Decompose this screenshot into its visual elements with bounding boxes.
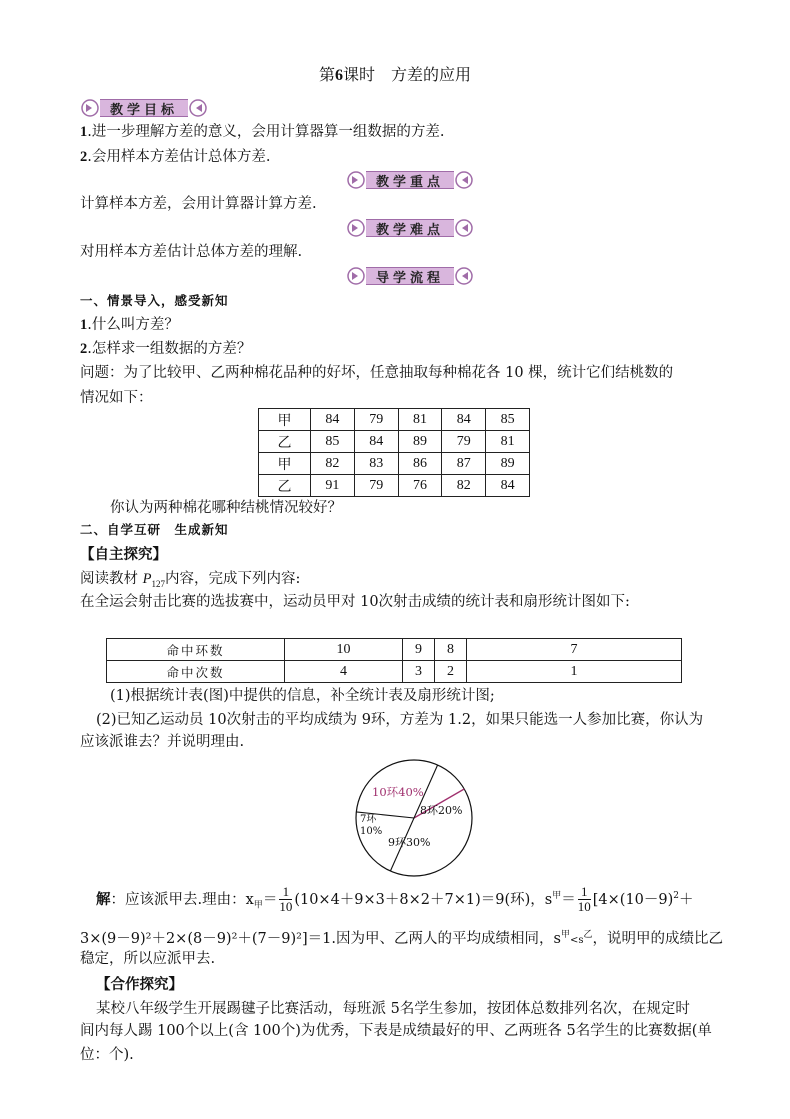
coop-line-2: 间内每人踢 100个以上(含 100个)为优秀，下表是成绩最好的甲、乙两班各 5名学生的比赛数据(单	[80, 1023, 712, 1039]
pie-label-10: 10环40%	[372, 785, 424, 799]
badge-learning-flow	[346, 266, 474, 286]
question-2: 2.怎样求一组数据的方差？	[80, 341, 252, 357]
page-title	[0, 62, 790, 85]
badge-label: 教学目标	[100, 99, 188, 117]
badge-label: 教学重点	[366, 171, 454, 189]
title-prefix: 第	[318, 65, 335, 84]
sub-question-1: (1)根据统计表(图)中提供的信息，补全统计表及扇形统计图;	[110, 688, 495, 704]
pie-label-7-line-1: 7环	[360, 814, 377, 825]
badge-key-points	[346, 170, 474, 190]
problem-line-2: 情况如下：	[80, 390, 153, 406]
goal-1: 1.进一步理解方差的意义，会用计算器算一组数据的方差.	[80, 124, 445, 140]
key-point-text: 计算样本方差，会用计算器计算方差.	[80, 196, 317, 212]
badge-label: 导学流程	[366, 267, 454, 285]
coop-line-3: 位：个).	[80, 1047, 134, 1063]
table-row: 乙 85 84 89 79 81	[259, 431, 530, 453]
arrow-left-icon	[454, 171, 474, 189]
fraction-one-tenth: $\frac{1}{10}$	[577, 884, 591, 915]
pie-label-8: 8环20%	[420, 804, 463, 817]
section-1-heading: 一、情景导入，感受新知	[80, 293, 229, 308]
table-row: 甲 84 79 81 84 85	[259, 409, 530, 431]
goal-2: 2.会用样本方差估计总体方差.	[80, 149, 271, 165]
title-suffix: 课时 方差的应用	[343, 65, 472, 84]
table-row: 乙 91 79 76 82 84	[259, 475, 530, 497]
sub-question-2-line-1: (2)已知乙运动员 10次射击的平均成绩为 9环，方差为 1.2，如果只能选一人参加比赛，你认为	[96, 712, 704, 728]
self-study-heading: 【自主探究】	[80, 546, 167, 563]
arrow-left-icon	[454, 267, 474, 285]
read-textbook-line: 阅读教材 $P_{127}$内容，完成下列内容:	[80, 571, 301, 589]
pie-label-9: 9环30%	[388, 836, 431, 849]
solution-line-2: 3×(9－9)²＋2×(8－9)²＋(7－9)²]＝1.因为甲、乙两人的平均成绩相同，$s^甲<s^乙$，说明甲的成绩比乙	[80, 930, 723, 947]
arrow-left-icon	[454, 219, 474, 237]
arrow-right-icon	[346, 219, 366, 237]
badge-teaching-goals	[80, 98, 208, 118]
coop-line-1: 某校八年级学生开展踢毽子比赛活动，每班派 5名学生参加，按团体总数排列名次，在规定时	[96, 1001, 690, 1017]
arrow-right-icon	[80, 99, 100, 117]
arrow-right-icon	[346, 171, 366, 189]
pie-chart	[352, 756, 476, 880]
solution-line-3: 稳定，所以应派甲去.	[80, 951, 216, 967]
shooting-intro: 在全运会射击比赛的选拔赛中，运动员甲对 10次射击成绩的统计表和扇形统计图如下:	[80, 594, 630, 610]
shooting-table	[106, 638, 682, 683]
table-row: 命中环数 10 9 8 7	[107, 639, 682, 661]
difficult-point-text: 对用样本方差估计总体方差的理解.	[80, 244, 303, 260]
table-row: 命中次数 4 3 2 1	[107, 661, 682, 683]
arrow-right-icon	[346, 267, 366, 285]
title-number: 6	[335, 67, 343, 84]
fraction-one-tenth: $\frac{1}{10}$	[279, 884, 293, 915]
problem-line-1: 问题：为了比较甲、乙两种棉花品种的好坏，任意抽取每种棉花各 10 棵，统计它们结桃数的	[80, 365, 674, 381]
badge-difficult-points	[346, 218, 474, 238]
solution-line-1: 解：应该派甲去.理由：$x_甲=$ $\frac{1}{10}$ (10×4＋9×3＋8×2＋7×1)＝9(环)，$s^甲=$ $\frac{1}{10}$ [$4\times(10-9)^2+$	[96, 884, 694, 915]
badge-label: 教学难点	[366, 219, 454, 237]
question-1: 1.什么叫方差？	[80, 317, 179, 333]
coop-heading: 【合作探究】	[96, 976, 183, 993]
table-row: 甲 82 83 86 87 89	[259, 453, 530, 475]
section-2-heading: 二、自学互研 生成新知	[80, 522, 229, 537]
cotton-question: 你认为两种棉花哪种结桃情况较好？	[110, 500, 342, 516]
arrow-left-icon	[188, 99, 208, 117]
sub-question-2-line-2: 应该派谁去？并说明理由.	[80, 734, 245, 750]
cotton-table	[258, 408, 530, 497]
pie-label-7-line-2: 10%	[360, 826, 383, 837]
